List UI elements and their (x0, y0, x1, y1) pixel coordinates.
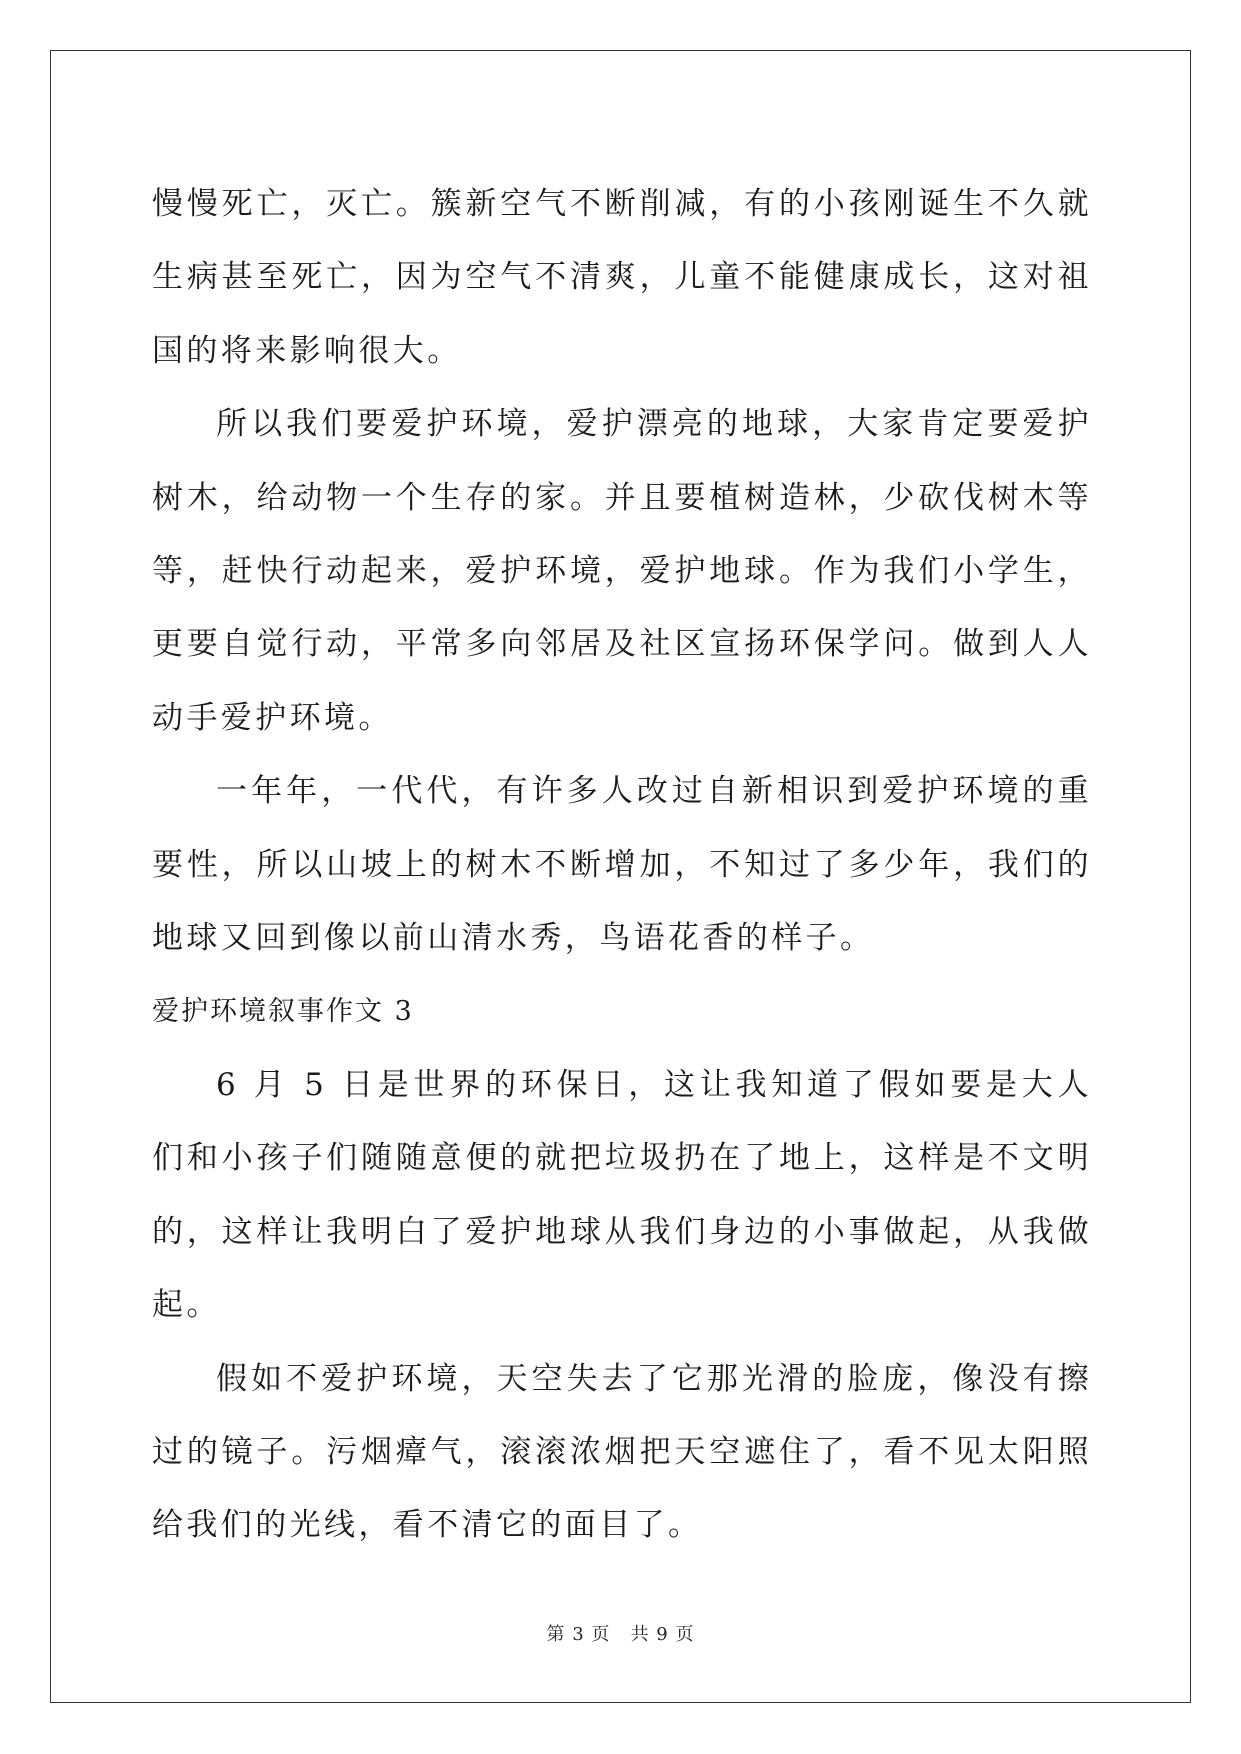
paragraph-5: 假如不爱护环境，天空失去了它那光滑的脸庞，像没有擦过的镜子。污烟瘴气，滚滚浓烟把天空遮住了，看不见太阳照给我们的光线，看不清它的面目了。 (152, 1360, 1092, 1544)
section-heading: 爱护环境叙事作文 3 (152, 996, 414, 1028)
paragraph-3: 一年年，一代代，有许多人改过自新相识到爱护环境的重要性，所以山坡上的树木不断增加，不知过了多少年，我们的地球又回到像以前山清水秀，鸟语花香的样子。 (152, 773, 1092, 957)
page-total: 共 9 页 (630, 1624, 695, 1645)
page-number: 第 3 页 (546, 1624, 611, 1645)
document-body (152, 168, 1092, 1563)
paragraph-1: 慢慢死亡，灭亡。簇新空气不断削减，有的小孩刚诞生不久就生病甚至死亡，因为空气不清爽，儿童不能健康成长，这对祖国的将来影响很大。 (152, 186, 1092, 369)
paragraph-4: 6 月 5 日是世界的环保日，这让我知道了假如要是大人们和小孩子们随随意便的就把垃圾扔在了地上，这样是不文明的，这样让我明白了爱护地球从我们身边的小事做起，从我做起。 (152, 1066, 1092, 1324)
paragraph-2: 所以我们要爱护环境，爱护漂亮的地球，大家肯定要爱护树木，给动物一个生存的家。并且要植树造林，少砍伐树木等等，赶快行动起来，爱护环境，爱护地球。作为我们小学生，更要自觉行动，平常多向邻居及社区宣扬环保学问。做到人人动手爱护环境。 (152, 406, 1092, 736)
page-footer (0, 1620, 1241, 1646)
